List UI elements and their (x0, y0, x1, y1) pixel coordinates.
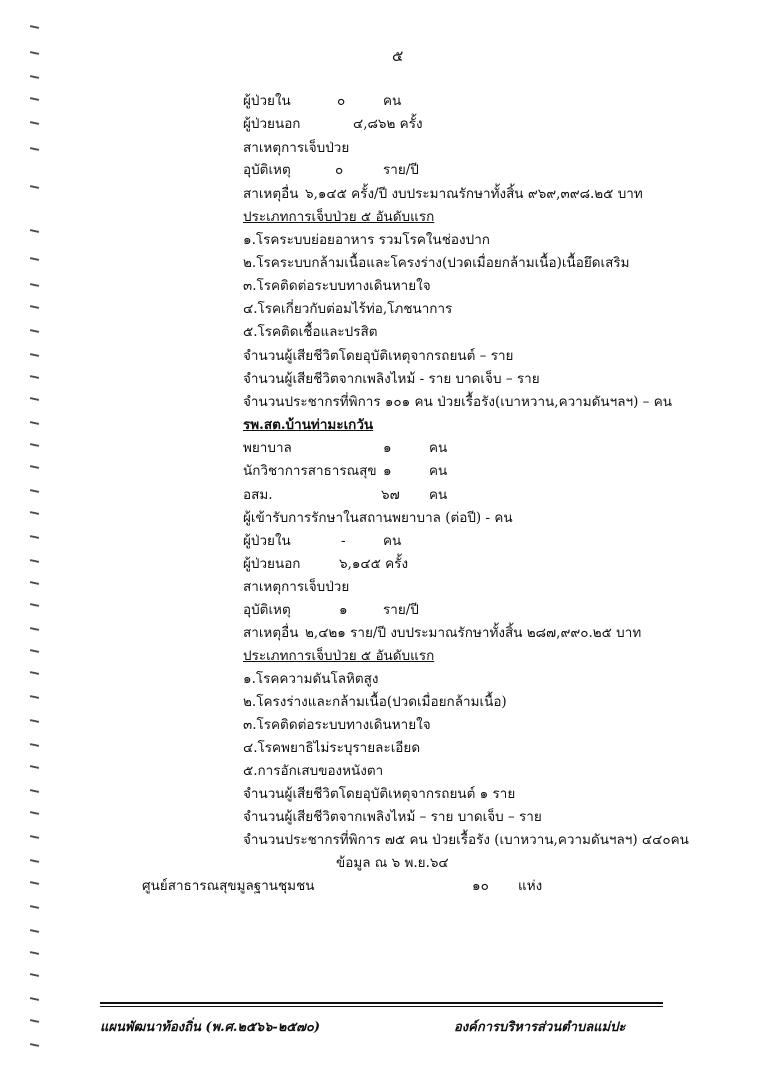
s1-outpatient-value: ๔,๘๖๒ ครั้ง (353, 116, 423, 132)
s1-inpatient-label: ผู้ป่วยใน (243, 93, 291, 109)
s2-other-label: สาเหตุอื่น (243, 625, 299, 641)
s1-accident-value: ๐ (335, 162, 344, 178)
s2-staff-label: นักวิชาการสาธารณสุข (243, 463, 377, 479)
s1-top5-heading: ประเภทการเจ็บป่วย ๕ อันดับแรก (243, 209, 435, 225)
s1-accident-label: อุบัติเหตุ (243, 162, 291, 178)
s2-staff-value: ๖๗ (381, 487, 400, 503)
s2-staff-unit: คน (429, 463, 448, 479)
margin-scan-marks (30, 0, 44, 1080)
s2-inpatient-label: ผู้ป่วยใน (243, 533, 291, 549)
s2-admitted: ผู้เข้ารับการรักษาในสถานพยาบาล (ต่อปี) - คน (243, 510, 513, 526)
s2-outpatient-label: ผู้ป่วยนอก (243, 556, 301, 572)
community-center-unit: แห่ง (518, 878, 543, 894)
s2-data-date: ข้อมูล ณ ๖ พ.ย.๖๔ (336, 855, 449, 871)
s1-deaths-fire: จำนวนผู้เสียชีวิตจากเพลิงไหม้ - ราย บาดเจ็บ – ราย (243, 371, 540, 387)
footer-rule-thin (100, 1006, 663, 1007)
s1-deaths-traffic: จำนวนผู้เสียชีวิตโดยอุบัติเหตุจากรถยนต์ – ราย (243, 348, 514, 364)
s1-top5-item: ๓.โรคติดต่อระบบทางเดินหายใจ (243, 278, 431, 294)
s2-accident-label: อุบัติเหตุ (243, 602, 291, 618)
s2-top5-item: ๒.โครงร่างและกล้ามเนื้อ(ปวดเมื่อยกล้ามเนื้อ) (243, 694, 507, 710)
s2-staff-unit: คน (429, 440, 448, 456)
s1-inpatient-unit: คน (383, 93, 402, 109)
s1-top5-item: ๒.โรคระบบกล้ามเนื้อและโครงร่าง(ปวดเมื่อยกล้ามเนื้อ)เนื้อยึดเสริม (243, 255, 630, 271)
s2-accident-value: ๑ (339, 602, 348, 618)
s2-top5-item: ๔.โรคพยาธิไม่ระบุรายละเอียด (243, 740, 421, 756)
s1-outpatient-label: ผู้ป่วยนอก (243, 116, 301, 132)
footer-organization: องค์การบริหารส่วนตำบลแม่ปะ (454, 1020, 626, 1035)
s2-staff-label: อสม. (243, 487, 273, 503)
s2-deaths-traffic: จำนวนผู้เสียชีวิตโดยอุบัติเหตุจากรถยนต์ ๑ ราย (243, 786, 516, 802)
s2-disabled: จำนวนประชากรที่พิการ ๗๕ คน ป่วยเรื้อรัง (เบาหวาน,ความดันฯลฯ) ๔๔๐คน (243, 832, 689, 848)
s2-staff-unit: คน (429, 487, 448, 503)
s2-heading: รพ.สต.บ้านท่ามะเกวัน (243, 417, 374, 433)
s2-inpatient-unit: คน (383, 533, 402, 549)
s2-accident-unit: ราย/ปี (383, 602, 419, 618)
s1-top5-item: ๑.โรคระบบย่อยอาหาร รวมโรคในช่องปาก (243, 232, 490, 248)
s2-top5-item: ๕.การอักเสบของหนังตา (243, 763, 384, 779)
s2-other-value: ๒,๔๒๑ ราย/ปี งบประมาณรักษาทั้งสิ้น ๒๘๗,๙๙๐.๒๕ บาท (305, 625, 642, 641)
page-number: ๕ (392, 47, 404, 65)
s2-staff-value: ๑ (383, 463, 392, 479)
s1-accident-unit: ราย/ปี (383, 162, 419, 178)
s2-inpatient-value: - (341, 533, 346, 549)
community-center-label: ศูนย์สาธารณสุขมูลฐานชุมชน (142, 878, 315, 894)
s2-top5-item: ๑.โรคความดันโลหิตสูง (243, 671, 379, 687)
s1-inpatient-value: ๐ (337, 93, 346, 109)
s1-disabled: จำนวนประชากรที่พิการ ๑๐๑ คน ป่วยเรื้อรัง(เบาหวาน,ความดันฯลฯ) – คน (243, 394, 672, 410)
s1-causes-heading: สาเหตุการเจ็บป่วย (243, 140, 350, 156)
s2-causes-heading: สาเหตุการเจ็บป่วย (243, 579, 350, 595)
community-center-value: ๑๐ (472, 878, 489, 894)
s2-top5-heading: ประเภทการเจ็บป่วย ๕ อันดับแรก (243, 648, 435, 664)
s2-staff-label: พยาบาล (243, 440, 292, 456)
footer-rule (100, 1002, 663, 1004)
s1-top5-item: ๕.โรคติดเชื้อและปรสิต (243, 324, 378, 340)
s2-staff-value: ๑ (383, 440, 392, 456)
s2-outpatient-value: ๖,๑๔๕ ครั้ง (339, 556, 409, 572)
s2-deaths-fire: จำนวนผู้เสียชีวิตจากเพลิงไหม้ – ราย บาดเจ็บ – ราย (243, 809, 542, 825)
s1-top5-item: ๔.โรคเกี่ยวกับต่อมไร้ท่อ,โภชนาการ (243, 301, 453, 317)
footer-plan-title: แผนพัฒนาท้องถิ่น (พ.ศ.๒๕๖๖-๒๕๗๐) (100, 1020, 320, 1035)
s2-top5-item: ๓.โรคติดต่อระบบทางเดินหายใจ (243, 717, 431, 733)
s1-other-value: ๖,๑๔๕ ครั้ง/ปี งบประมาณรักษาทั้งสิ้น ๙๖๙,๓๙๘.๒๕ บาท (305, 186, 643, 202)
s1-other-label: สาเหตุอื่น (243, 186, 299, 202)
